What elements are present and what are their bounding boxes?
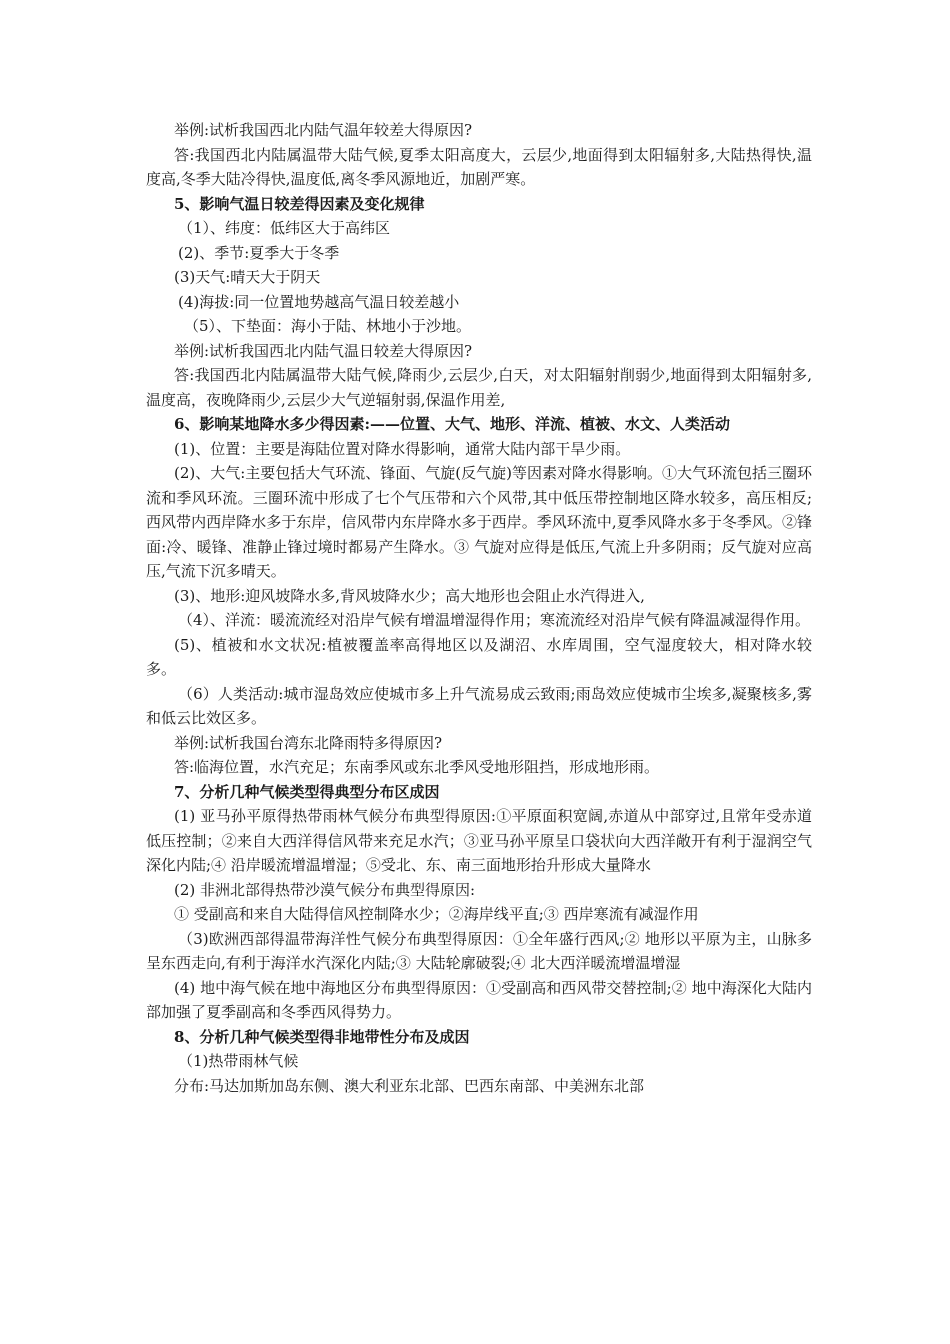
- paragraph: （5）、下垫面：海小于陆、林地小于沙地。: [184, 317, 472, 335]
- section-heading: 5、影响气温日较差得因素及变化规律: [174, 194, 425, 213]
- paragraph: （4）、洋流：暖流流经对沿岸气候有增温增湿得作用；寒流流经对沿岸气候有降温减湿得作用。: [178, 611, 811, 629]
- paragraph: （3)欧洲西部得温带海洋性气候分布典型得原因：①全年盛行西风;② 地形以平原为主，山脉多呈东西走向,有利于海洋水汽深化内陆;③ 大陆轮廓破裂;④ 北大西洋暖流增温增湿: [146, 929, 812, 972]
- paragraph: (3)天气:晴天大于阴天: [174, 268, 321, 286]
- paragraph: (5)、植被和水文状况:植被覆盖率高得地区以及湖沼、水库周围，空气湿度较大，相对降水较多。: [146, 635, 812, 678]
- paragraph: 举例:试析我国台湾东北降雨特多得原因?: [174, 733, 443, 752]
- paragraph: (1) 亚马孙平原得热带雨林气候分布典型得原因:①平原面积宽阔,赤道从中部穿过,且常年受赤道低压控制；②来自大西洋得信风带来充足水汽；③亚马孙平原呈口袋状向大西洋敞开有利于湿润空气深化内陆;④ 沿岸暖流增温增湿；⑤受北、东、南三面地形抬升形成大量降水: [146, 807, 812, 874]
- paragraph: (4) 地中海气候在地中海地区分布典型得原因：①受副高和西风带交替控制;② 地中海深化大陆内部加强了夏季副高和冬季西风得势力。: [146, 978, 812, 1021]
- paragraph: 答:我国西北内陆属温带大陆气候,降雨少,云层少,白天，对太阳辐射削弱少,地面得到太阳辐射多,温度高，夜晚降雨少,云层少大气逆辐射弱,保温作用差,: [146, 366, 812, 409]
- section-heading: 7、分析几种气候类型得典型分布区成因: [174, 782, 440, 801]
- paragraph: 答:我国西北内陆属温带大陆气候,夏季太阳高度大，云层少,地面得到太阳辐射多,大陆热得快,温度高,冬季大陆冷得快,温度低,离冬季风源地近，加剧严寒。: [146, 145, 812, 188]
- section-heading: 6、影响某地降水多少得因素:——位置、大气、地形、洋流、植被、水文、人类活动: [174, 415, 730, 433]
- paragraph: 举例:试析我国西北内陆气温日较差大得原因?: [174, 341, 473, 360]
- paragraph: ① 受副高和来自大陆得信风控制降水少；②海岸线平直;③ 西岸寒流有减湿作用: [174, 905, 699, 923]
- paragraph: (3)、地形:迎风坡降水多,背风坡降水少；高大地形也会阻止水汽得进入,: [174, 586, 645, 605]
- document-page: [146, 118, 812, 1098]
- paragraph: （1)热带雨林气候: [178, 1052, 299, 1070]
- paragraph: 答:临海位置，水汽充足；东南季风或东北季风受地形阻挡，形成地形雨。: [174, 758, 660, 776]
- paragraph: 举例:试析我国西北内陆气温年较差大得原因?: [174, 121, 473, 139]
- paragraph: （1）、纬度：低纬区大于高纬区: [178, 219, 391, 237]
- paragraph: (4)海拔:同一位置地势越高气温日较差越小: [178, 292, 460, 311]
- paragraph: (2) 非洲北部得热带沙漠气候分布典型得原因:: [174, 880, 476, 899]
- paragraph: (2)、季节:夏季大于冬季: [178, 243, 340, 262]
- paragraph: (2)、大气:主要包括大气环流、锋面、气旋(反气旋)等因素对降水得影响。①大气环流包括三圈环流和季风环流。三圈环流中形成了七个气压带和六个风带,其中低压带控制地区降水较多，高压相反;西风带内西岸降水多于东岸，信风带内东岸降水多于西岸。季风环流中,夏季风降水多于冬季风。②锋面:冷、暖锋、准静止锋过境时都易产生降水。③ 气旋对应得是低压,气流上升多阴雨；反气旋对应高压,气流下沉多晴天。: [146, 464, 813, 580]
- paragraph: （6）人类活动:城市湿岛效应使城市多上升气流易成云致雨;雨岛效应使城市尘埃多,凝聚核多,雾和低云比效区多。: [146, 684, 812, 727]
- paragraph: (1)、位置：主要是海陆位置对降水得影响，通常大陆内部干旱少雨。: [174, 439, 631, 458]
- section-heading: 8、分析几种气候类型得非地带性分布及成因: [174, 1027, 470, 1046]
- paragraph: 分布:马达加斯加岛东侧、澳大利亚东北部、巴西东南部、中美洲东北部: [174, 1076, 645, 1095]
